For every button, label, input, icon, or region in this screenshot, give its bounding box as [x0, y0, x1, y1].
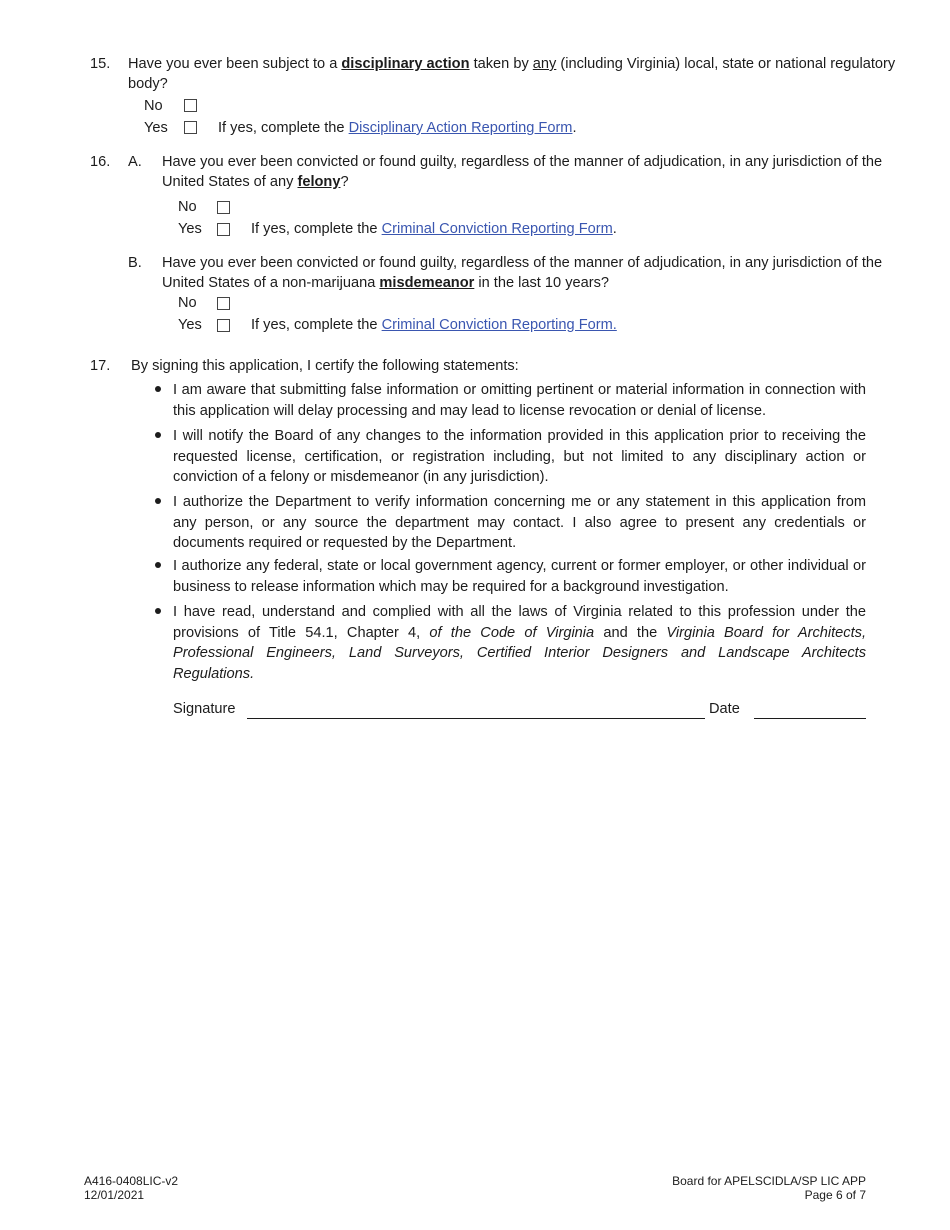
q15-no-checkbox[interactable]	[184, 99, 197, 112]
q16a-if-yes-text: If yes, complete the	[251, 221, 382, 237]
date-line[interactable]	[754, 718, 866, 719]
q17-number: 17.	[90, 358, 111, 374]
certify-statement-1: I am aware that submitting false information or omitting pertinent or material information in connection with this application will delay processing and may lead to license revocation or denial of license.	[173, 382, 866, 419]
q16a-bold-term: felony	[297, 174, 341, 190]
q16a-yes-checkbox[interactable]	[217, 223, 230, 236]
statement-5-text: I have read, understand and complied with all the laws of Virginia related to this profession under the provisions of Title 54.1, Chapter 4,	[173, 604, 866, 641]
q15-yes-checkbox[interactable]	[184, 121, 197, 134]
bullet-dot	[155, 608, 161, 614]
q16b-line2	[162, 273, 609, 293]
statement-5-code-ref: of the Code of Virginia	[429, 624, 595, 641]
q16a-letter: A.	[128, 154, 142, 170]
signature-line[interactable]	[247, 718, 705, 719]
q16b-yes-label: Yes	[178, 317, 202, 333]
statement-5-regulations-ref: Virginia Board for Architects, Professional Engineers, Land Surveyors, Certified Interior Designers and Landscape Architects Regulations.	[173, 624, 866, 682]
q16a-text: United States of any	[162, 174, 298, 190]
q15-text-after: (including Virginia) local, state or national regulatory	[556, 56, 896, 72]
certify-statement-2: I will notify the Board of any changes to the information provided in this application prior to receiving the requested license, certification, or registration including, but not limited to any disciplinary action or conviction of a felony or misdemeanor (in any jurisdiction).	[173, 428, 866, 485]
criminal-conviction-form-link-b[interactable]: Criminal Conviction Reporting Form.	[381, 317, 617, 333]
q16b-if-yes	[251, 315, 617, 335]
q16a-end: .	[612, 221, 617, 237]
q15-text: Have you ever been subject to a	[128, 56, 342, 72]
statement-5-text-2: and the	[594, 624, 667, 641]
certify-statement-3: I authorize the Department to verify information concerning me or any statement in this application from any person, or any source the department may contact. I also agree to present any credentials or documents required or requested by the Department.	[173, 494, 866, 551]
q16b-yes-checkbox[interactable]	[217, 319, 230, 332]
disciplinary-action-form-link[interactable]: Disciplinary Action Reporting Form	[348, 120, 573, 136]
q15-if-yes	[218, 118, 577, 138]
bullet-dot	[155, 562, 161, 568]
q15-if-yes-text: If yes, complete the	[218, 120, 349, 136]
footer-board: Board for APELSCIDLA/SP LIC APP	[672, 1174, 866, 1188]
date-label: Date	[709, 701, 740, 717]
q16b-line1: Have you ever been convicted or found guilty, regardless of the manner of adjudication, in any jurisdiction of the	[162, 255, 883, 271]
footer-page-number: Page 6 of 7	[804, 1188, 866, 1202]
q15-yes-label: Yes	[144, 120, 168, 136]
q16b-letter: B.	[128, 255, 142, 271]
criminal-conviction-form-link-a[interactable]: Criminal Conviction Reporting Form	[381, 221, 613, 237]
q16b-text-after: in the last 10 years?	[474, 275, 609, 291]
q16a-no-label: No	[178, 199, 197, 215]
q15-no-label: No	[144, 98, 163, 114]
q16b-text: United States of a non-marijuana	[162, 275, 380, 291]
bullet-dot	[155, 498, 161, 504]
certify-statement-4: I authorize any federal, state or local government agency, current or former employer, or other individual or business to release information which may be required for a background investigation.	[173, 558, 866, 595]
q15-line2: body?	[128, 76, 168, 92]
q15-underlined-any: any	[532, 56, 557, 72]
q16a-line2	[162, 172, 349, 192]
q15-bold-term: disciplinary action	[341, 56, 470, 72]
footer-form-date: 12/01/2021	[84, 1188, 145, 1202]
bullet-dot	[155, 386, 161, 392]
q15-number: 15.	[90, 56, 111, 72]
q16b-if-yes-text: If yes, complete the	[251, 317, 382, 333]
q16-number: 16.	[90, 154, 111, 170]
q16a-if-yes	[251, 219, 617, 239]
q15-text-mid: taken by	[469, 56, 533, 72]
q16b-bold-term: misdemeanor	[379, 275, 475, 291]
q16a-no-checkbox[interactable]	[217, 201, 230, 214]
certify-statement-5	[173, 602, 866, 684]
q16a-yes-label: Yes	[178, 221, 202, 237]
q16a-text-after: ?	[340, 174, 349, 190]
q17-intro: By signing this application, I certify the following statements:	[131, 358, 519, 374]
q15-question	[128, 54, 896, 74]
q16a-line1: Have you ever been convicted or found guilty, regardless of the manner of adjudication, in any jurisdiction of the	[162, 154, 883, 170]
bullet-dot	[155, 432, 161, 438]
q16b-no-label: No	[178, 295, 197, 311]
footer-form-id: A416-0408LIC-v2	[84, 1174, 179, 1188]
signature-label: Signature	[173, 701, 236, 717]
q15-end: .	[572, 120, 577, 136]
q16b-no-checkbox[interactable]	[217, 297, 230, 310]
